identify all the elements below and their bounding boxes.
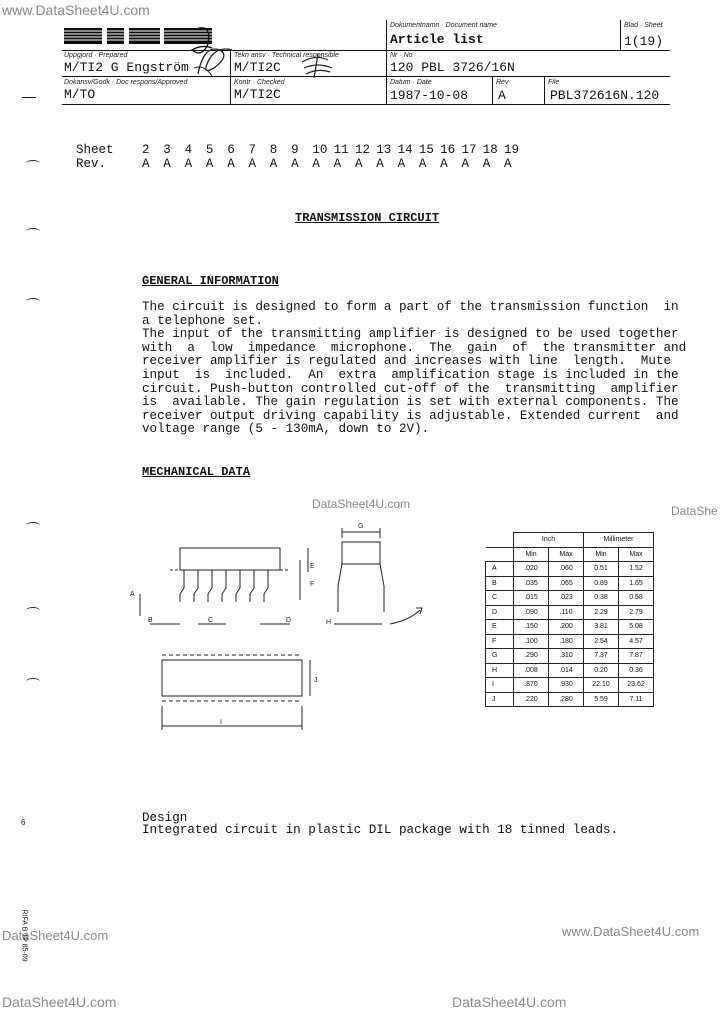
general-line: input is included. An extra amplification stage is included in the [142, 367, 679, 382]
cell: 7.11 [619, 692, 654, 707]
rev-letter: A [163, 157, 171, 171]
dim-letter: A [486, 562, 514, 577]
table-row [486, 591, 654, 606]
sheet-value: 1(19) [624, 34, 664, 49]
table-row [486, 605, 654, 620]
sheet-number: 16 [440, 143, 456, 157]
rev-letter: A [482, 157, 491, 171]
general-line: voltage range (5 - 130mA, down to 2V). [142, 422, 430, 437]
table-row [486, 620, 654, 635]
margin-mark [26, 607, 40, 614]
sheet-number: 18 [482, 143, 498, 157]
cell: .110 [549, 605, 584, 620]
general-line: receiver output driving capability is adjustable. Extended current and [142, 408, 679, 423]
table-header-group [486, 533, 654, 548]
table-row [486, 663, 654, 678]
cell: .930 [549, 678, 584, 693]
drawing-label-g: G [358, 523, 364, 530]
rev-letter: A [227, 157, 235, 171]
end-view-leads [338, 564, 384, 612]
rev-letter: A [354, 157, 363, 171]
cell: .310 [549, 649, 584, 664]
cell: 22.10 [584, 678, 619, 693]
margin-form-code [18, 909, 28, 972]
cell: 0.51 [584, 562, 619, 577]
sheet-number: 3 [163, 143, 171, 157]
drawing-label-j: J [314, 677, 318, 684]
sheet-number: 4 [184, 143, 193, 157]
cell: 5.59 [584, 692, 619, 707]
design-text: Integrated circuit in plastic DIL package with 18 tinned leads. [142, 823, 619, 837]
dim-letter: I [486, 678, 514, 693]
rev-letter: A [142, 157, 150, 171]
drawing-label-d: D [286, 617, 292, 624]
drawing-label-b: B [148, 617, 153, 624]
cell: 3.81 [584, 620, 619, 635]
cell: 5.08 [619, 620, 654, 635]
rev-letter: A [333, 157, 342, 171]
rev-letter: A [184, 157, 193, 171]
drawing-label-i: I [220, 719, 222, 726]
watermark-middle: DataSheet4U.com [312, 497, 411, 511]
cell: 0.58 [619, 591, 654, 606]
general-line: a telephone set. [142, 313, 263, 328]
cell: .015 [514, 591, 549, 606]
sheet-number: 13 [376, 143, 392, 157]
number-label: Nr · No [390, 52, 413, 59]
rev-letter: A [312, 157, 320, 171]
approved-label: Dokansv/Godk · Doc respons/Approved [64, 79, 188, 86]
dim-letter: F [486, 634, 514, 649]
rev-letter: A [504, 157, 512, 171]
mechanical-heading: MECHANICAL DATA [142, 465, 251, 479]
col-mm-max: Max [619, 547, 654, 562]
margin-page-mark: 6 [21, 818, 26, 827]
dim-letter: B [486, 576, 514, 591]
table-row [486, 562, 654, 577]
cell: 1.52 [619, 562, 654, 577]
cell: .008 [514, 663, 549, 678]
cell: .180 [549, 634, 584, 649]
date-label: Datum · Date [390, 79, 432, 86]
general-line: The input of the transmitting amplifier is designed to be used together [142, 327, 679, 342]
dim-letter: G [486, 649, 514, 664]
col-inch-max: Max [549, 547, 584, 562]
number-value: 120 PBL 3726/16N [390, 60, 515, 75]
cell: 4.57 [619, 634, 654, 649]
dim-letter: C [486, 591, 514, 606]
rev-value: A [498, 88, 506, 103]
cell: .280 [549, 692, 584, 707]
document-name: Article list [390, 32, 484, 47]
sheet-number: 19 [504, 143, 520, 157]
package-drawing [120, 520, 480, 740]
cell: .020 [514, 562, 549, 577]
sheet-label: Blad · Sheet [624, 22, 663, 29]
rev-letter: A [418, 157, 427, 171]
margin-mark [26, 228, 40, 235]
watermark-top-left: www.DataSheet4U.com [2, 2, 150, 18]
drawing-label-a: A [130, 591, 135, 598]
margin-mark [26, 522, 40, 529]
sheet-number: 2 [142, 143, 150, 157]
cell: 2.54 [584, 634, 619, 649]
technical-label: Tekn ansv · Technical responsible [234, 52, 339, 59]
group-millimeter: Millimeter [584, 533, 654, 548]
sheet-number: 15 [418, 143, 434, 157]
cell: .014 [549, 663, 584, 678]
document-name-label: Dokumentnamn · Document name [390, 22, 497, 29]
cell: 23.62 [619, 678, 654, 693]
cell: .870 [514, 678, 549, 693]
prepared-value: M/TI2 G Engström [64, 60, 189, 75]
cell: 0.36 [619, 663, 654, 678]
table-header-row [486, 547, 654, 562]
approved-value: M/TO [64, 87, 96, 102]
general-line: with a low impedance microphone. The gain of the transmitter and [142, 340, 687, 355]
cell: .200 [549, 620, 584, 635]
watermark-bottom-right: DataSheet4U.com [452, 994, 567, 1010]
technical-value: M/TI2C [234, 60, 281, 75]
cell: .023 [549, 591, 584, 606]
rev-row-label: Rev. [76, 157, 107, 171]
sheet-numbers [142, 143, 525, 157]
sheet-number: 14 [397, 143, 413, 157]
watermark-lower-right: www.DataSheet4U.com [562, 924, 700, 939]
cell: .290 [514, 649, 549, 664]
watermark-right-edge: DataShe [671, 504, 718, 518]
end-view-arrow [390, 610, 420, 624]
signature-technical [298, 52, 338, 80]
cell: .090 [514, 605, 549, 620]
checked-label: Kontr · Checked [234, 79, 285, 86]
sheet-number: 10 [312, 143, 328, 157]
table-row [486, 576, 654, 591]
side-view-body [180, 548, 280, 570]
group-inch: Inch [514, 533, 584, 548]
general-line: The circuit is designed to form a part of the transmission function in [142, 300, 679, 314]
dim-letter: E [486, 620, 514, 635]
general-line: receiver amplifier is regulated and increases with line length. Mute [142, 354, 672, 369]
table-row [486, 634, 654, 649]
cell: .150 [514, 620, 549, 635]
margin-mark [26, 678, 40, 685]
rev-letter: A [397, 157, 406, 171]
sheet-number: 7 [248, 143, 256, 157]
rev-letter: A [205, 157, 214, 171]
cell: .060 [549, 562, 584, 577]
margin-dash [22, 97, 36, 98]
cell: 2.29 [584, 605, 619, 620]
dim-letter: J [486, 692, 514, 707]
general-text [142, 301, 686, 437]
rev-letter: A [461, 157, 469, 171]
drawing-label-f: F [310, 581, 315, 588]
drawing-label-e: E [310, 563, 315, 570]
checked-value: M/TI2C [234, 87, 281, 102]
design-heading: Design [142, 811, 188, 825]
table-row [486, 692, 654, 707]
drawing-label-c: C [208, 617, 214, 624]
form-code-text: RIFA B 1P 85-09 [20, 909, 28, 962]
side-view-leads [180, 570, 268, 602]
dim-letter: H [486, 663, 514, 678]
rev-letter: A [440, 157, 448, 171]
rev-letter: A [269, 157, 278, 171]
sheet-number: 17 [461, 143, 477, 157]
cell: .220 [514, 692, 549, 707]
cell: .100 [514, 634, 549, 649]
top-view-body [162, 660, 302, 696]
margin-mark [26, 160, 40, 167]
sheet-number: 9 [291, 143, 299, 157]
cell: .035 [514, 576, 549, 591]
cell: 7.37 [584, 649, 619, 664]
cell: 7.87 [619, 649, 654, 664]
cell: 1.65 [619, 576, 654, 591]
col-inch-min: Min [514, 547, 549, 562]
rev-letter: A [248, 157, 256, 171]
cell: 2.79 [619, 605, 654, 620]
cell: 0.20 [584, 663, 619, 678]
general-line: circuit. Push-button controlled cut-off of the transmitting amplifier [142, 381, 679, 396]
rev-letter: A [376, 157, 384, 171]
margin-mark [26, 298, 40, 305]
sheet-number: 5 [205, 143, 214, 157]
drawing-label-h: H [326, 619, 332, 626]
watermark-bottom-left: DataSheet4U.com [2, 994, 117, 1010]
dim-letter: D [486, 605, 514, 620]
cell: 0.38 [584, 591, 619, 606]
table-row [486, 678, 654, 693]
sheet-number: 11 [333, 143, 349, 157]
file-value: PBL372616N.120 [550, 88, 660, 103]
page-title: TRANSMISSION CIRCUIT [295, 211, 440, 225]
rev-letter: A [291, 157, 299, 171]
date-value: 1987-10-08 [390, 88, 469, 103]
sheet-row-label: Sheet [76, 143, 114, 157]
dimensions-table [485, 532, 654, 707]
rev-label: Rev [496, 79, 509, 86]
sheet-number: 12 [354, 143, 370, 157]
signature-prepared [190, 44, 240, 84]
file-label: File [548, 79, 560, 86]
col-mm-min: Min [584, 547, 619, 562]
end-view-body [342, 542, 380, 564]
watermark-lower-left: DataSheet4U.com [2, 928, 109, 943]
general-heading: GENERAL INFORMATION [142, 274, 279, 288]
cell: 0.89 [584, 576, 619, 591]
prepared-label: Uppgjord · Prepared [64, 52, 128, 59]
sheet-number: 6 [227, 143, 235, 157]
cell: .065 [549, 576, 584, 591]
sheet-number: 8 [269, 143, 278, 157]
general-line: is available. The gain regulation is set with external components. The [142, 395, 679, 410]
rev-letters [142, 157, 525, 171]
table-row [486, 649, 654, 664]
logo-text [62, 20, 63, 21]
